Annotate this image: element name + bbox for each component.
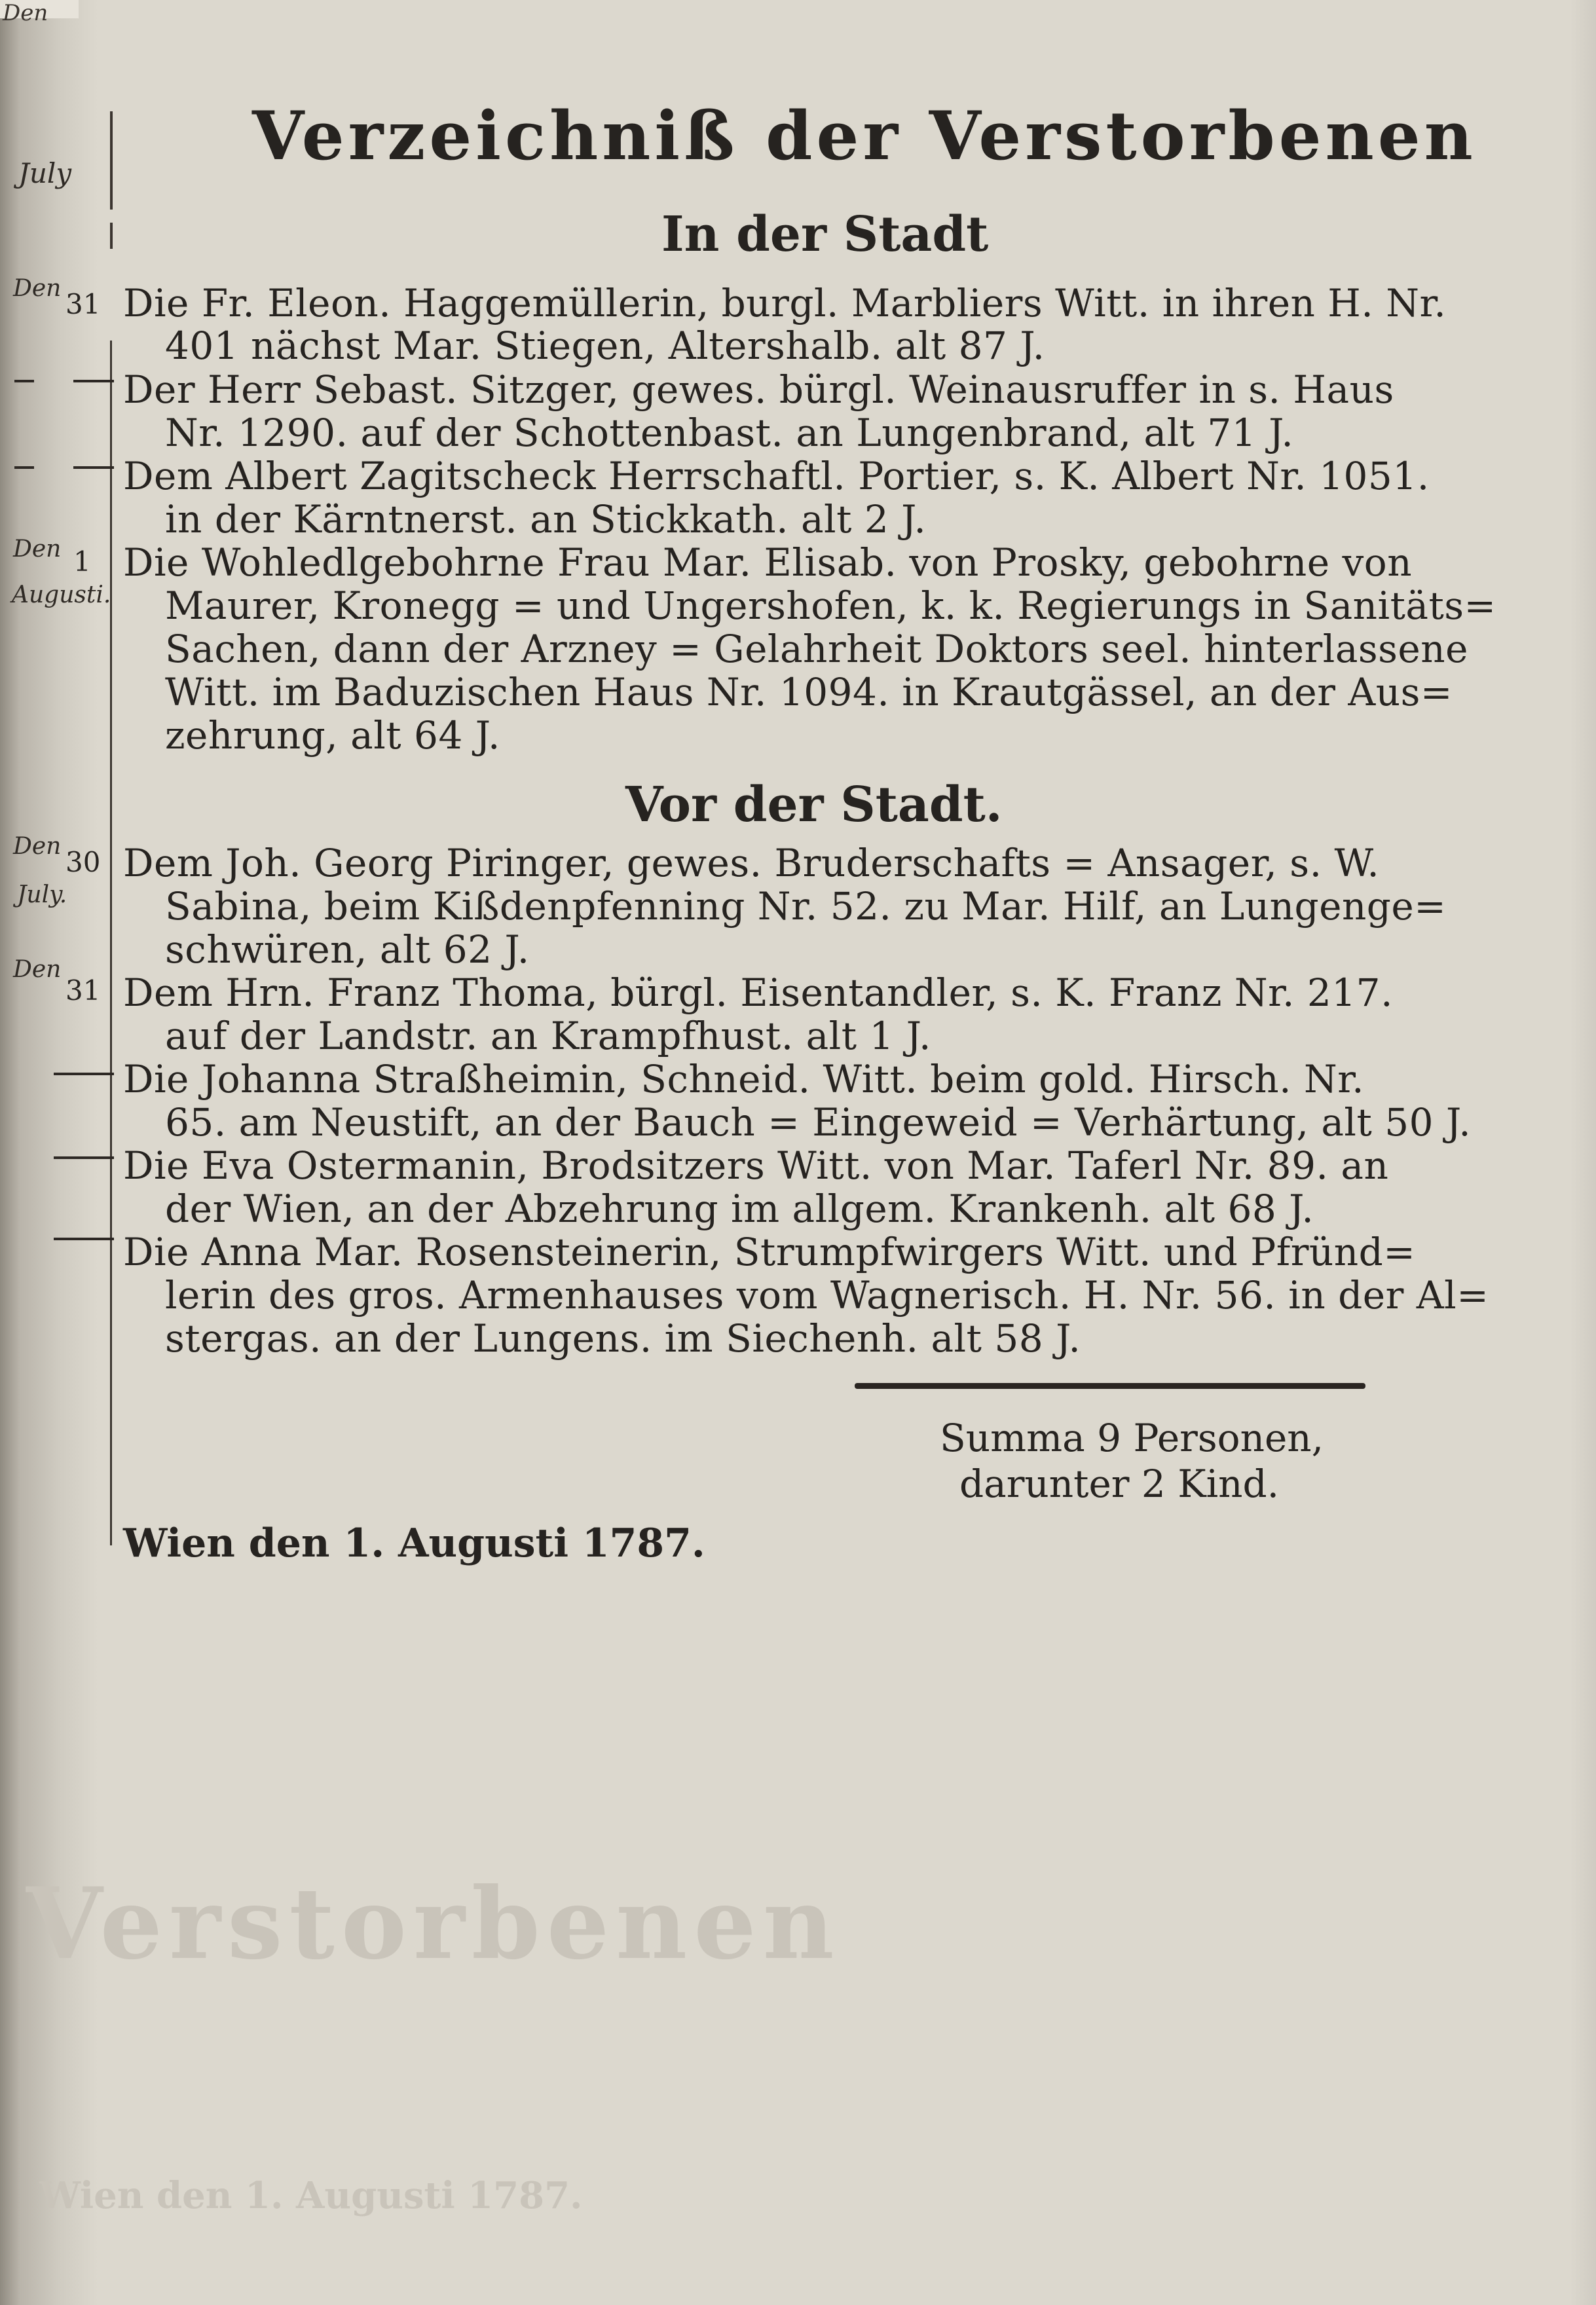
ditto-dash [54, 1156, 114, 1159]
margin-note-month: July. [17, 881, 67, 908]
entry-line: Dem Joh. Georg Piringer, gewes. Bruderschafts = Ansager, s. W. [123, 841, 1380, 885]
ditto-dash [73, 466, 114, 469]
margin-note-den: Den [13, 833, 62, 860]
entry-line: Die Johanna Straßheimin, Schneid. Witt. beim gold. Hirsch. Nr. [123, 1057, 1365, 1101]
entry-line: Dem Hrn. Franz Thoma, bürgl. Eisentandler, s. K. Franz Nr. 217. [123, 970, 1394, 1015]
entry-line: in der Kärntnerst. an Stickkath. alt 2 J. [165, 497, 927, 542]
entry-line: lerin des gros. Armenhauses vom Wagnerisch. H. Nr. 56. in der Al= [165, 1273, 1489, 1318]
margin-note-den: Den [13, 956, 62, 983]
entry-line: 65. am Neustift, an der Bauch = Eingeweid = Verhärtung, alt 50 J. [165, 1100, 1472, 1145]
margin-note-month: July [18, 157, 72, 189]
entry-line: Die Wohledlgebohrne Frau Mar. Elisab. von Prosky, gebohrne von [123, 540, 1413, 585]
summary-children: darunter 2 Kind. [959, 1462, 1280, 1506]
entry-line: Sabina, beim Kißdenpfenning Nr. 52. zu Mar. Hilf, an Lungenge= [165, 884, 1447, 929]
ditto-dash [73, 380, 114, 382]
entry-line: Dem Albert Zagitscheck Herrschaftl. Portier, s. K. Albert Nr. 1051. [123, 454, 1430, 498]
entry-line: Nr. 1290. auf der Schottenbast. an Lungenbrand, alt 71 J. [165, 411, 1294, 455]
place-date-signoff: Wien den 1. Augusti 1787. [123, 1521, 705, 1566]
page-right-edge [1570, 0, 1596, 2305]
ditto-dash [54, 1238, 114, 1240]
entry-line: 401 nächst Mar. Stiegen, Altershalb. alt 87 J. [165, 323, 1045, 368]
entry-line: Die Anna Mar. Rosensteinerin, Strumpfwirgers Witt. und Pfründ= [123, 1230, 1416, 1274]
bleed-through-heading: Verstorbenen [26, 1866, 841, 1982]
entry-line: Witt. im Baduzischen Haus Nr. 1094. in Krautgässel, an der Aus= [165, 670, 1453, 714]
entry-line: Der Herr Sebast. Sitzger, gewes. bürgl. Weinausruffer in s. Haus [123, 367, 1394, 412]
day-number: 31 [65, 974, 101, 1006]
day-number: 1 [73, 545, 91, 578]
margin-note-den: Den [13, 536, 62, 562]
ditto-dash [14, 380, 34, 382]
closing-rule [855, 1383, 1365, 1389]
entry-line: Die Eva Ostermanin, Brodsitzers Witt. von Mar. Taferl Nr. 89. an [123, 1143, 1389, 1188]
margin-note-den: Den [13, 275, 62, 302]
bleed-through-signoff: Wien den 1. Augusti 1787. [39, 2174, 583, 2217]
margin-rule [110, 341, 112, 1545]
day-number: 31 [65, 288, 101, 320]
entry-line: Maurer, Kronegg = und Ungershofen, k. k. Regierungs in Sanitäts= [165, 583, 1496, 628]
page-title: Verzeichniß der Verstorbenen [252, 97, 1477, 175]
entry-line: Die Fr. Eleon. Haggemüllerin, burgl. Marbliers Witt. in ihren H. Nr. [123, 281, 1447, 325]
margin-rule [110, 223, 113, 249]
margin-note-month: Augusti. [12, 581, 111, 608]
ditto-dash [14, 466, 34, 469]
entry-line: stergas. an der Lungens. im Siechenh. alt 58 J. [165, 1316, 1081, 1361]
ditto-dash [54, 1073, 114, 1075]
section-heading-city: In der Stadt [661, 206, 989, 263]
margin-fragment-text: Den [3, 0, 48, 26]
entry-line: der Wien, an der Abzehrung im allgem. Krankenh. alt 68 J. [165, 1187, 1314, 1231]
day-number: 30 [65, 846, 101, 878]
top-page-fragment [0, 0, 79, 26]
margin-rule [110, 111, 113, 210]
summary-total: Summa 9 Personen, [940, 1416, 1324, 1460]
entry-line: auf der Landstr. an Krampfhust. alt 1 J. [165, 1014, 931, 1058]
section-heading-suburb: Vor der Stadt. [625, 777, 1003, 833]
entry-line: zehrung, alt 64 J. [165, 713, 500, 758]
entry-line: Sachen, dann der Arzney = Gelahrheit Doktors seel. hinterlassene [165, 627, 1468, 671]
entry-line: schwüren, alt 62 J. [165, 927, 530, 972]
